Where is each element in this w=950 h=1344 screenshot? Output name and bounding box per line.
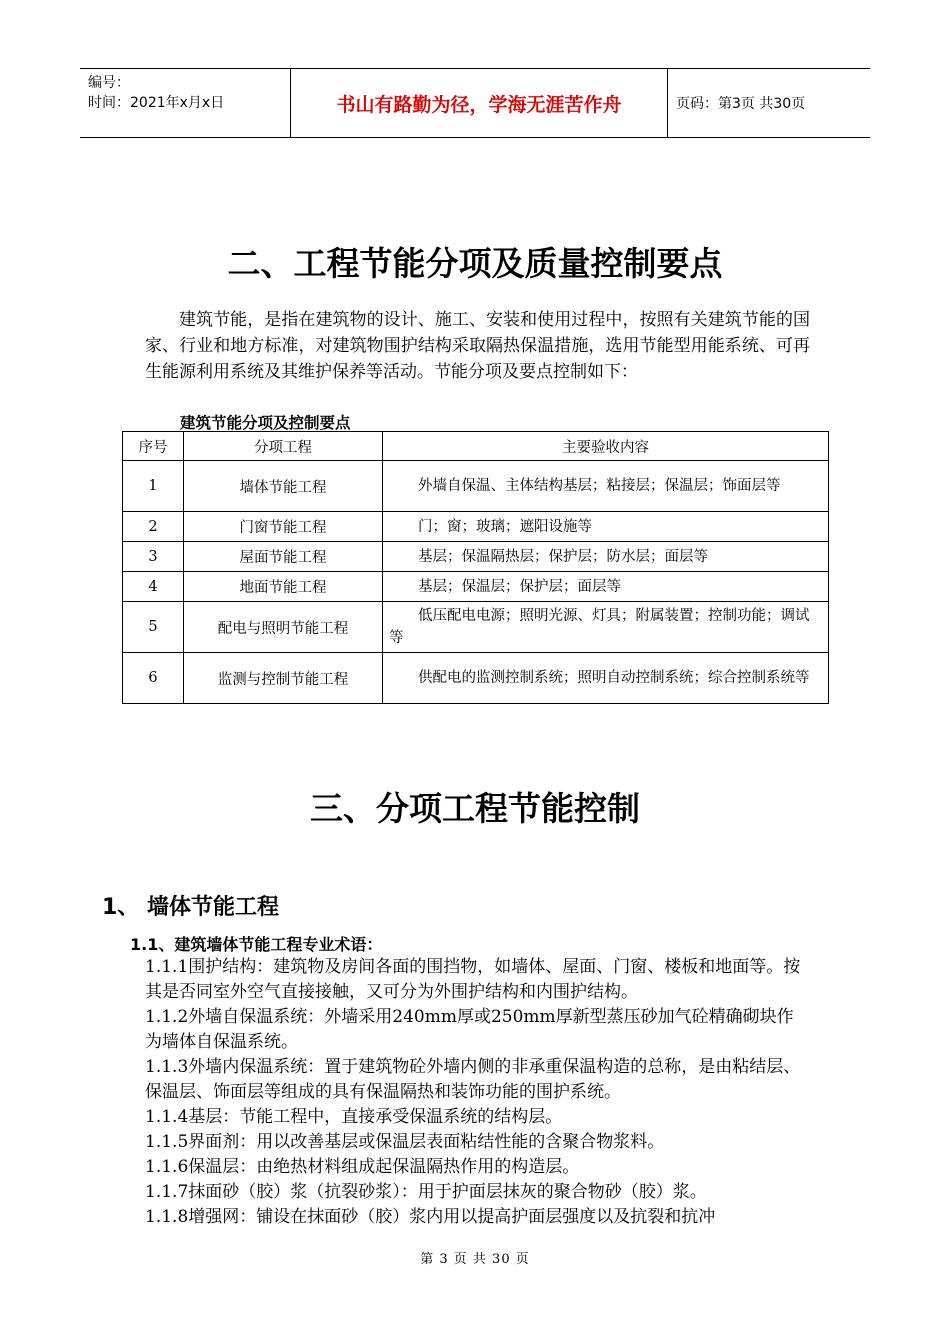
term-item: 1.1.6保温层：由绝热材料组成起保温隔热作用的构造层。 xyxy=(145,1157,580,1177)
section3-title: 三、分项工程节能控制 xyxy=(310,789,640,828)
row-no: 1 xyxy=(123,461,184,512)
term-item: 1.1.8增强网：铺设在抹面砂（胶）浆内用以提高护面层强度以及抗裂和抗冲 xyxy=(145,1207,716,1227)
date-label: 时间：2021年x月x日 xyxy=(88,95,225,111)
table-row xyxy=(123,512,829,542)
row-content: 外墙自保温、主体结构基层；粘接层；保温层；饰面层等 xyxy=(418,478,781,494)
col-header-content: 主要验收内容 xyxy=(383,432,829,461)
row-name: 墙体节能工程 xyxy=(184,461,383,512)
row-no: 4 xyxy=(123,572,184,602)
section2-intro: 建筑节能，是指在建筑物的设计、施工、安装和使用过程中，按照有关建筑节能的国家、行业和地方标准，对建筑物围护结构采取隔热保温措施，选用节能型用能系统、可再生能源利用系统及其维护保养等活动。节能分项及要点控制如下： xyxy=(145,310,810,382)
header-meta xyxy=(80,69,290,137)
col-header-no: 序号 xyxy=(123,432,184,461)
row-name: 配电与照明节能工程 xyxy=(184,602,383,653)
section3-subheading: 1.1、建筑墙体节能工程专业术语： xyxy=(130,935,383,954)
number-label: 编号： xyxy=(88,75,130,91)
row-no: 5 xyxy=(123,602,184,653)
term-item: 1.1.2外墙自保温系统：外墙采用240mm厚或250mm厚新型蒸压砂加气砼精确砌块作为墙体自保温系统。 xyxy=(145,1007,794,1052)
row-no: 3 xyxy=(123,542,184,572)
row-content: 低压配电电源；照明光源、灯具；附属装置；控制功能；调试等 xyxy=(389,608,810,646)
row-no: 6 xyxy=(123,653,184,704)
header-motto: 书山有路勤为径，学海无涯苦作舟 xyxy=(290,69,668,137)
table-caption: 建筑节能分项及控制要点 xyxy=(180,414,351,432)
term-item: 1.1.1围护结构：建筑物及房间各面的围挡物，如墙体、屋面、门窗、楼板和地面等。按其是否同室外空气直接接触，又可分为外围护结构和内围护结构。 xyxy=(145,957,801,1002)
term-item: 1.1.7抹面砂（胶）浆（抗裂砂浆）：用于护面层抹灰的聚合物砂（胶）浆。 xyxy=(145,1182,707,1202)
table-row xyxy=(123,602,829,653)
row-content: 供配电的监测控制系统；照明自动控制系统；综合控制系统等 xyxy=(418,670,810,686)
subitem-table xyxy=(122,431,829,704)
row-no: 2 xyxy=(123,512,184,542)
page-header xyxy=(80,68,870,138)
row-content: 门；窗；玻璃；遮阳设施等 xyxy=(418,518,592,535)
table-row xyxy=(123,653,829,704)
table-row xyxy=(123,542,829,572)
table-row xyxy=(123,572,829,602)
page-footer: 第 3 页 共 30 页 xyxy=(420,1252,530,1267)
terms-list xyxy=(145,955,810,1230)
col-header-name: 分项工程 xyxy=(184,432,383,461)
section2-title: 二、工程节能分项及质量控制要点 xyxy=(227,244,723,283)
table-row xyxy=(123,461,829,512)
header-page-info: 页码：第3页 共30页 xyxy=(676,96,806,112)
row-content: 基层；保温层；保护层；面层等 xyxy=(418,578,621,595)
row-name: 屋面节能工程 xyxy=(184,542,383,572)
section3-heading-1: 1、 墙体节能工程 xyxy=(102,895,279,920)
row-name: 监测与控制节能工程 xyxy=(184,653,383,704)
term-item: 1.1.3外墙内保温系统：置于建筑物砼外墙内侧的非承重保温构造的总称，是由粘结层、保温层、饰面层等组成的具有保温隔热和装饰功能的围护系统。 xyxy=(145,1057,801,1102)
table-header-row xyxy=(123,432,829,461)
row-name: 地面节能工程 xyxy=(184,572,383,602)
row-content: 基层；保温隔热层；保护层；防水层；面层等 xyxy=(418,548,708,565)
term-item: 1.1.4基层：节能工程中，直接承受保温系统的结构层。 xyxy=(145,1107,563,1127)
term-item: 1.1.5界面剂：用以改善基层或保温层表面粘结性能的含聚合物浆料。 xyxy=(145,1132,665,1152)
row-name: 门窗节能工程 xyxy=(184,512,383,542)
